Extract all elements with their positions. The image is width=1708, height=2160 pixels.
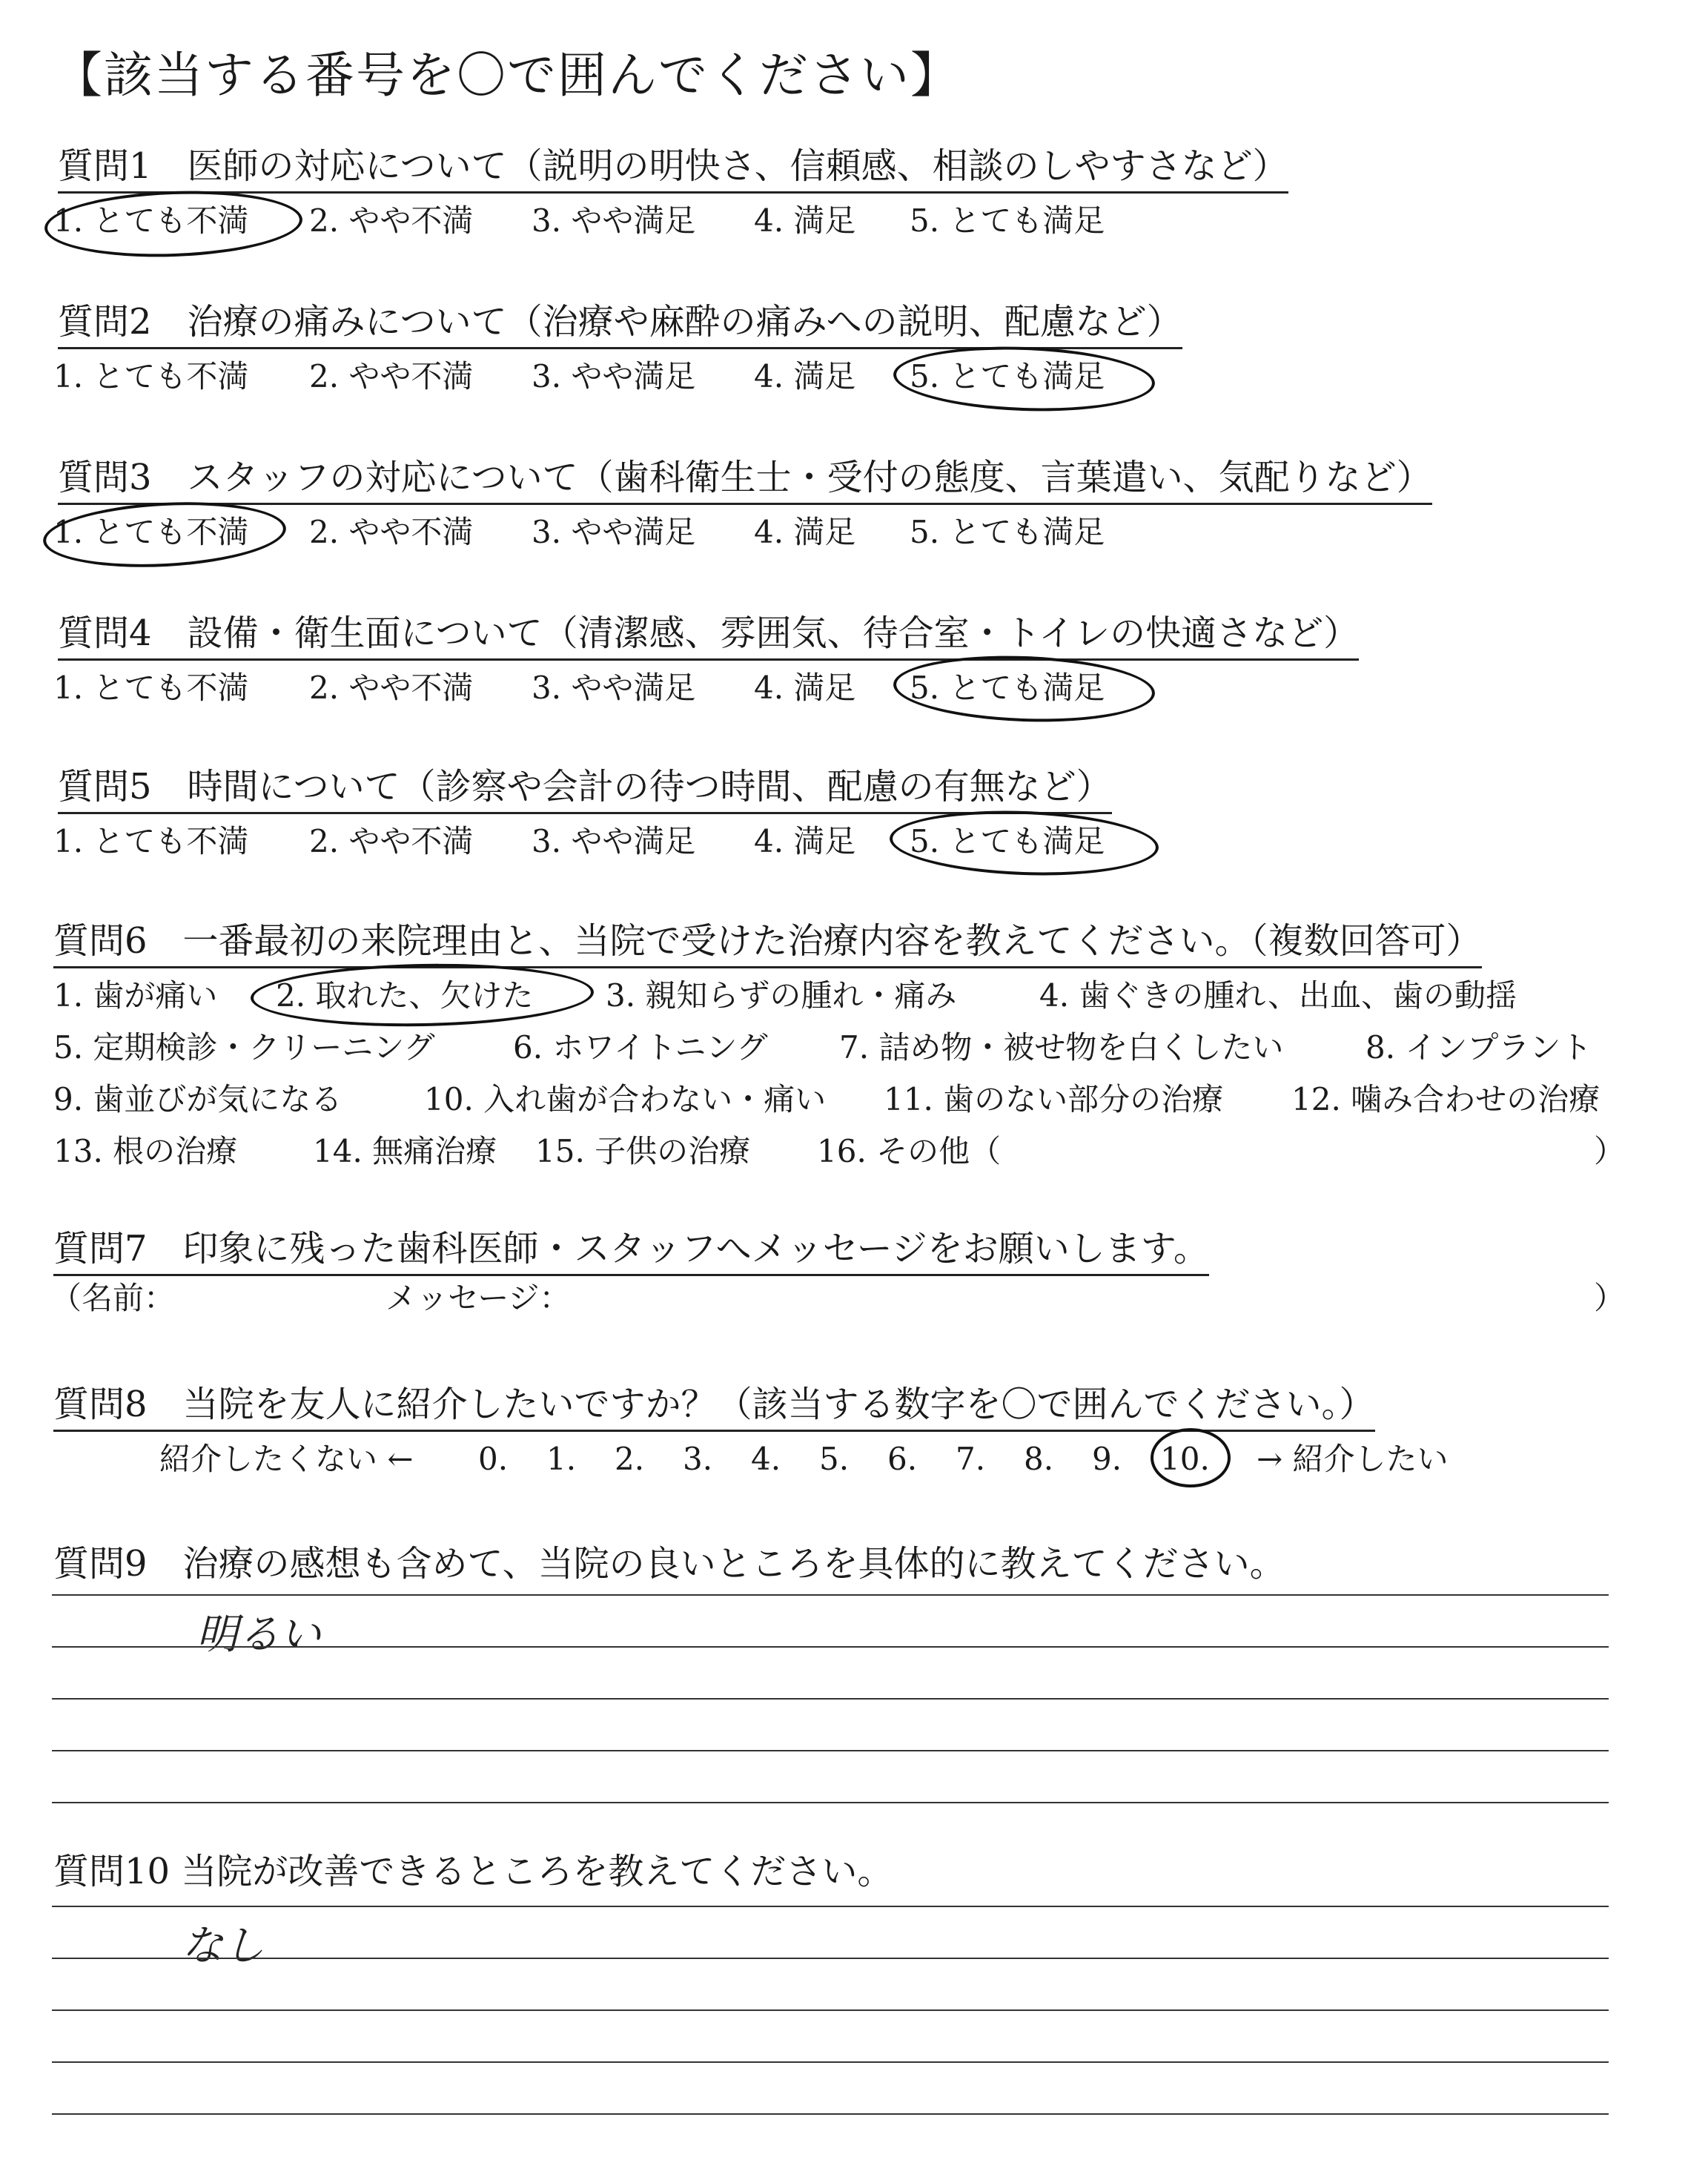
q1-option-2[interactable]: 2. やや不満: [309, 202, 474, 239]
q6-option-5[interactable]: 5. 定期検診・クリーニング: [53, 1029, 435, 1066]
q8-scale-7[interactable]: 7.: [956, 1441, 986, 1477]
q6-option-16[interactable]: 16. その他（: [817, 1133, 1002, 1169]
q1-option-1[interactable]: 1. とても不満: [53, 202, 249, 239]
q4-option-2[interactable]: 2. やや不満: [309, 670, 474, 706]
q4-option-1[interactable]: 1. とても不満: [53, 670, 249, 706]
q6-option-2[interactable]: 2. 取れた、欠けた: [276, 977, 534, 1014]
q5-option-5[interactable]: 5. とても満足: [910, 823, 1105, 859]
q10-answer-line: [52, 2009, 1609, 2011]
q6-option-6[interactable]: 6. ホワイトニング: [513, 1029, 768, 1066]
q4-option-4[interactable]: 4. 満足: [754, 670, 856, 706]
q6-option-13[interactable]: 13. 根の治療: [53, 1133, 238, 1169]
q9-answer-line: [52, 1594, 1609, 1596]
q4-selection-circle: [893, 652, 1156, 726]
q7-title: 質問7 印象に残った歯科医師・スタッフへメッセージをお願いします。: [53, 1220, 1209, 1276]
q6-option-3[interactable]: 3. 親知らずの腫れ・痛み: [606, 977, 957, 1014]
q6-option-11[interactable]: 11. 歯のない部分の治療: [884, 1081, 1224, 1117]
q5-selection-circle: [889, 807, 1160, 880]
q8-scale-4[interactable]: 4.: [751, 1441, 781, 1477]
q8-scale-8[interactable]: 8.: [1024, 1441, 1054, 1477]
q8-title: 質問8 当院を友人に紹介したいですか？（該当する数字を〇で囲んでください。）: [53, 1375, 1375, 1432]
q5-option-2[interactable]: 2. やや不満: [309, 823, 474, 859]
q3-option-3[interactable]: 3. やや満足: [532, 514, 696, 550]
q2-title: 質問2 治療の痛みについて（治療や麻酔の痛みへの説明、配慮など）: [58, 293, 1182, 349]
q9-answer-line: [52, 1750, 1609, 1751]
q4-title: 質問4 設備・衛生面について（清潔感、雰囲気、待合室・トイレの快適さなど）: [58, 604, 1359, 661]
q2-option-3[interactable]: 3. やや満足: [532, 358, 696, 394]
q8-selection-circle: [1151, 1428, 1231, 1487]
q2-option-2[interactable]: 2. やや不満: [309, 358, 474, 394]
q9-answer-line: [52, 1646, 1609, 1648]
q10-answer-line: [52, 2113, 1609, 2115]
q3-option-4[interactable]: 4. 満足: [754, 514, 856, 550]
q5-option-1[interactable]: 1. とても不満: [53, 823, 249, 859]
q6-row-3: [53, 1075, 1600, 1120]
q6-row-4: [53, 1127, 1001, 1172]
q9-answer-line: [52, 1802, 1609, 1803]
q6-option-7[interactable]: 7. 詰め物・被せ物を白くしたい: [839, 1029, 1284, 1066]
q7-name-label: （名前：: [50, 1280, 176, 1316]
q8-scale-row: [159, 1435, 1449, 1479]
q9-handwritten-answer: 明るい: [196, 1611, 321, 1659]
q6-option-12[interactable]: 12. 噛み合わせの治療: [1291, 1081, 1601, 1117]
q8-scale-3[interactable]: 3.: [683, 1441, 713, 1477]
q10-answer-line: [52, 2061, 1609, 2063]
q1-option-5[interactable]: 5. とても満足: [910, 202, 1105, 239]
q3-option-5[interactable]: 5. とても満足: [910, 514, 1105, 550]
q8-left-label: 紹介したくない ←: [159, 1441, 414, 1477]
q6-title: 質問6 一番最初の来院理由と、当院で受けた治療内容を教えてください。（複数回答可）: [53, 912, 1482, 968]
q6-option-4[interactable]: 4. 歯ぐきの腫れ、出血、歯の動揺: [1039, 977, 1517, 1014]
q10-answer-line: [52, 1906, 1609, 1907]
q6-row-2: [53, 1023, 1592, 1068]
form-title: 【該当する番号を〇で囲んでください】: [53, 47, 961, 104]
q6-other-close: ）: [1594, 1133, 1626, 1169]
q9-answer-line: [52, 1698, 1609, 1700]
q6-option-15[interactable]: 15. 子供の治療: [535, 1133, 751, 1169]
q2-option-1[interactable]: 1. とても不満: [53, 358, 249, 394]
q7-close: ）: [1594, 1280, 1626, 1316]
q6-option-14[interactable]: 14. 無痛治療: [313, 1133, 497, 1169]
q4-option-3[interactable]: 3. やや満足: [532, 670, 696, 706]
q6-option-1[interactable]: 1. 歯が痛い: [53, 977, 218, 1014]
q2-option-4[interactable]: 4. 満足: [754, 358, 856, 394]
q8-scale-0[interactable]: 0.: [478, 1441, 509, 1477]
q3-option-1[interactable]: 1. とても不満: [53, 514, 249, 550]
q7-message-label: メッセージ：: [385, 1280, 571, 1316]
q6-option-10[interactable]: 10. 入れ歯が合わない・痛い: [424, 1081, 827, 1117]
q5-option-3[interactable]: 3. やや満足: [532, 823, 696, 859]
q8-scale-5[interactable]: 5.: [819, 1441, 850, 1477]
q10-answer-line: [52, 1958, 1609, 1959]
q6-option-8[interactable]: 8. インプラント: [1366, 1029, 1592, 1066]
q8-scale-9[interactable]: 9.: [1092, 1441, 1122, 1477]
q4-option-5[interactable]: 5. とても満足: [910, 670, 1105, 706]
q6-option-9[interactable]: 9. 歯並びが気になる: [53, 1081, 342, 1117]
q5-option-4[interactable]: 4. 満足: [754, 823, 856, 859]
q3-option-2[interactable]: 2. やや不満: [309, 514, 474, 550]
q1-option-3[interactable]: 3. やや満足: [532, 202, 696, 239]
q9-title: 質問9 治療の感想も含めて、当院の良いところを具体的に教えてください。: [53, 1543, 1285, 1585]
q1-title: 質問1 医師の対応について（説明の明快さ、信頼感、相談のしやすさなど）: [58, 137, 1288, 194]
q5-title: 質問5 時間について（診察や会計の待つ時間、配慮の有無など）: [58, 758, 1112, 814]
q8-scale-1[interactable]: 1.: [546, 1441, 577, 1477]
q3-title: 質問3 スタッフの対応について（歯科衛生士・受付の態度、言葉遣い、気配りなど）: [58, 449, 1432, 505]
q2-option-5[interactable]: 5. とても満足: [910, 358, 1105, 394]
q10-title: 質問10 当院が改善できるところを教えてください。: [53, 1851, 893, 1892]
q1-option-4[interactable]: 4. 満足: [754, 202, 856, 239]
q8-right-label: → 紹介したい: [1257, 1441, 1449, 1477]
q2-selection-circle: [893, 343, 1156, 415]
q8-scale-10[interactable]: 10.: [1160, 1441, 1210, 1477]
q10-handwritten-answer: なし: [182, 1922, 265, 1970]
q8-scale-6[interactable]: 6.: [887, 1441, 918, 1477]
q8-scale-2[interactable]: 2.: [615, 1441, 645, 1477]
